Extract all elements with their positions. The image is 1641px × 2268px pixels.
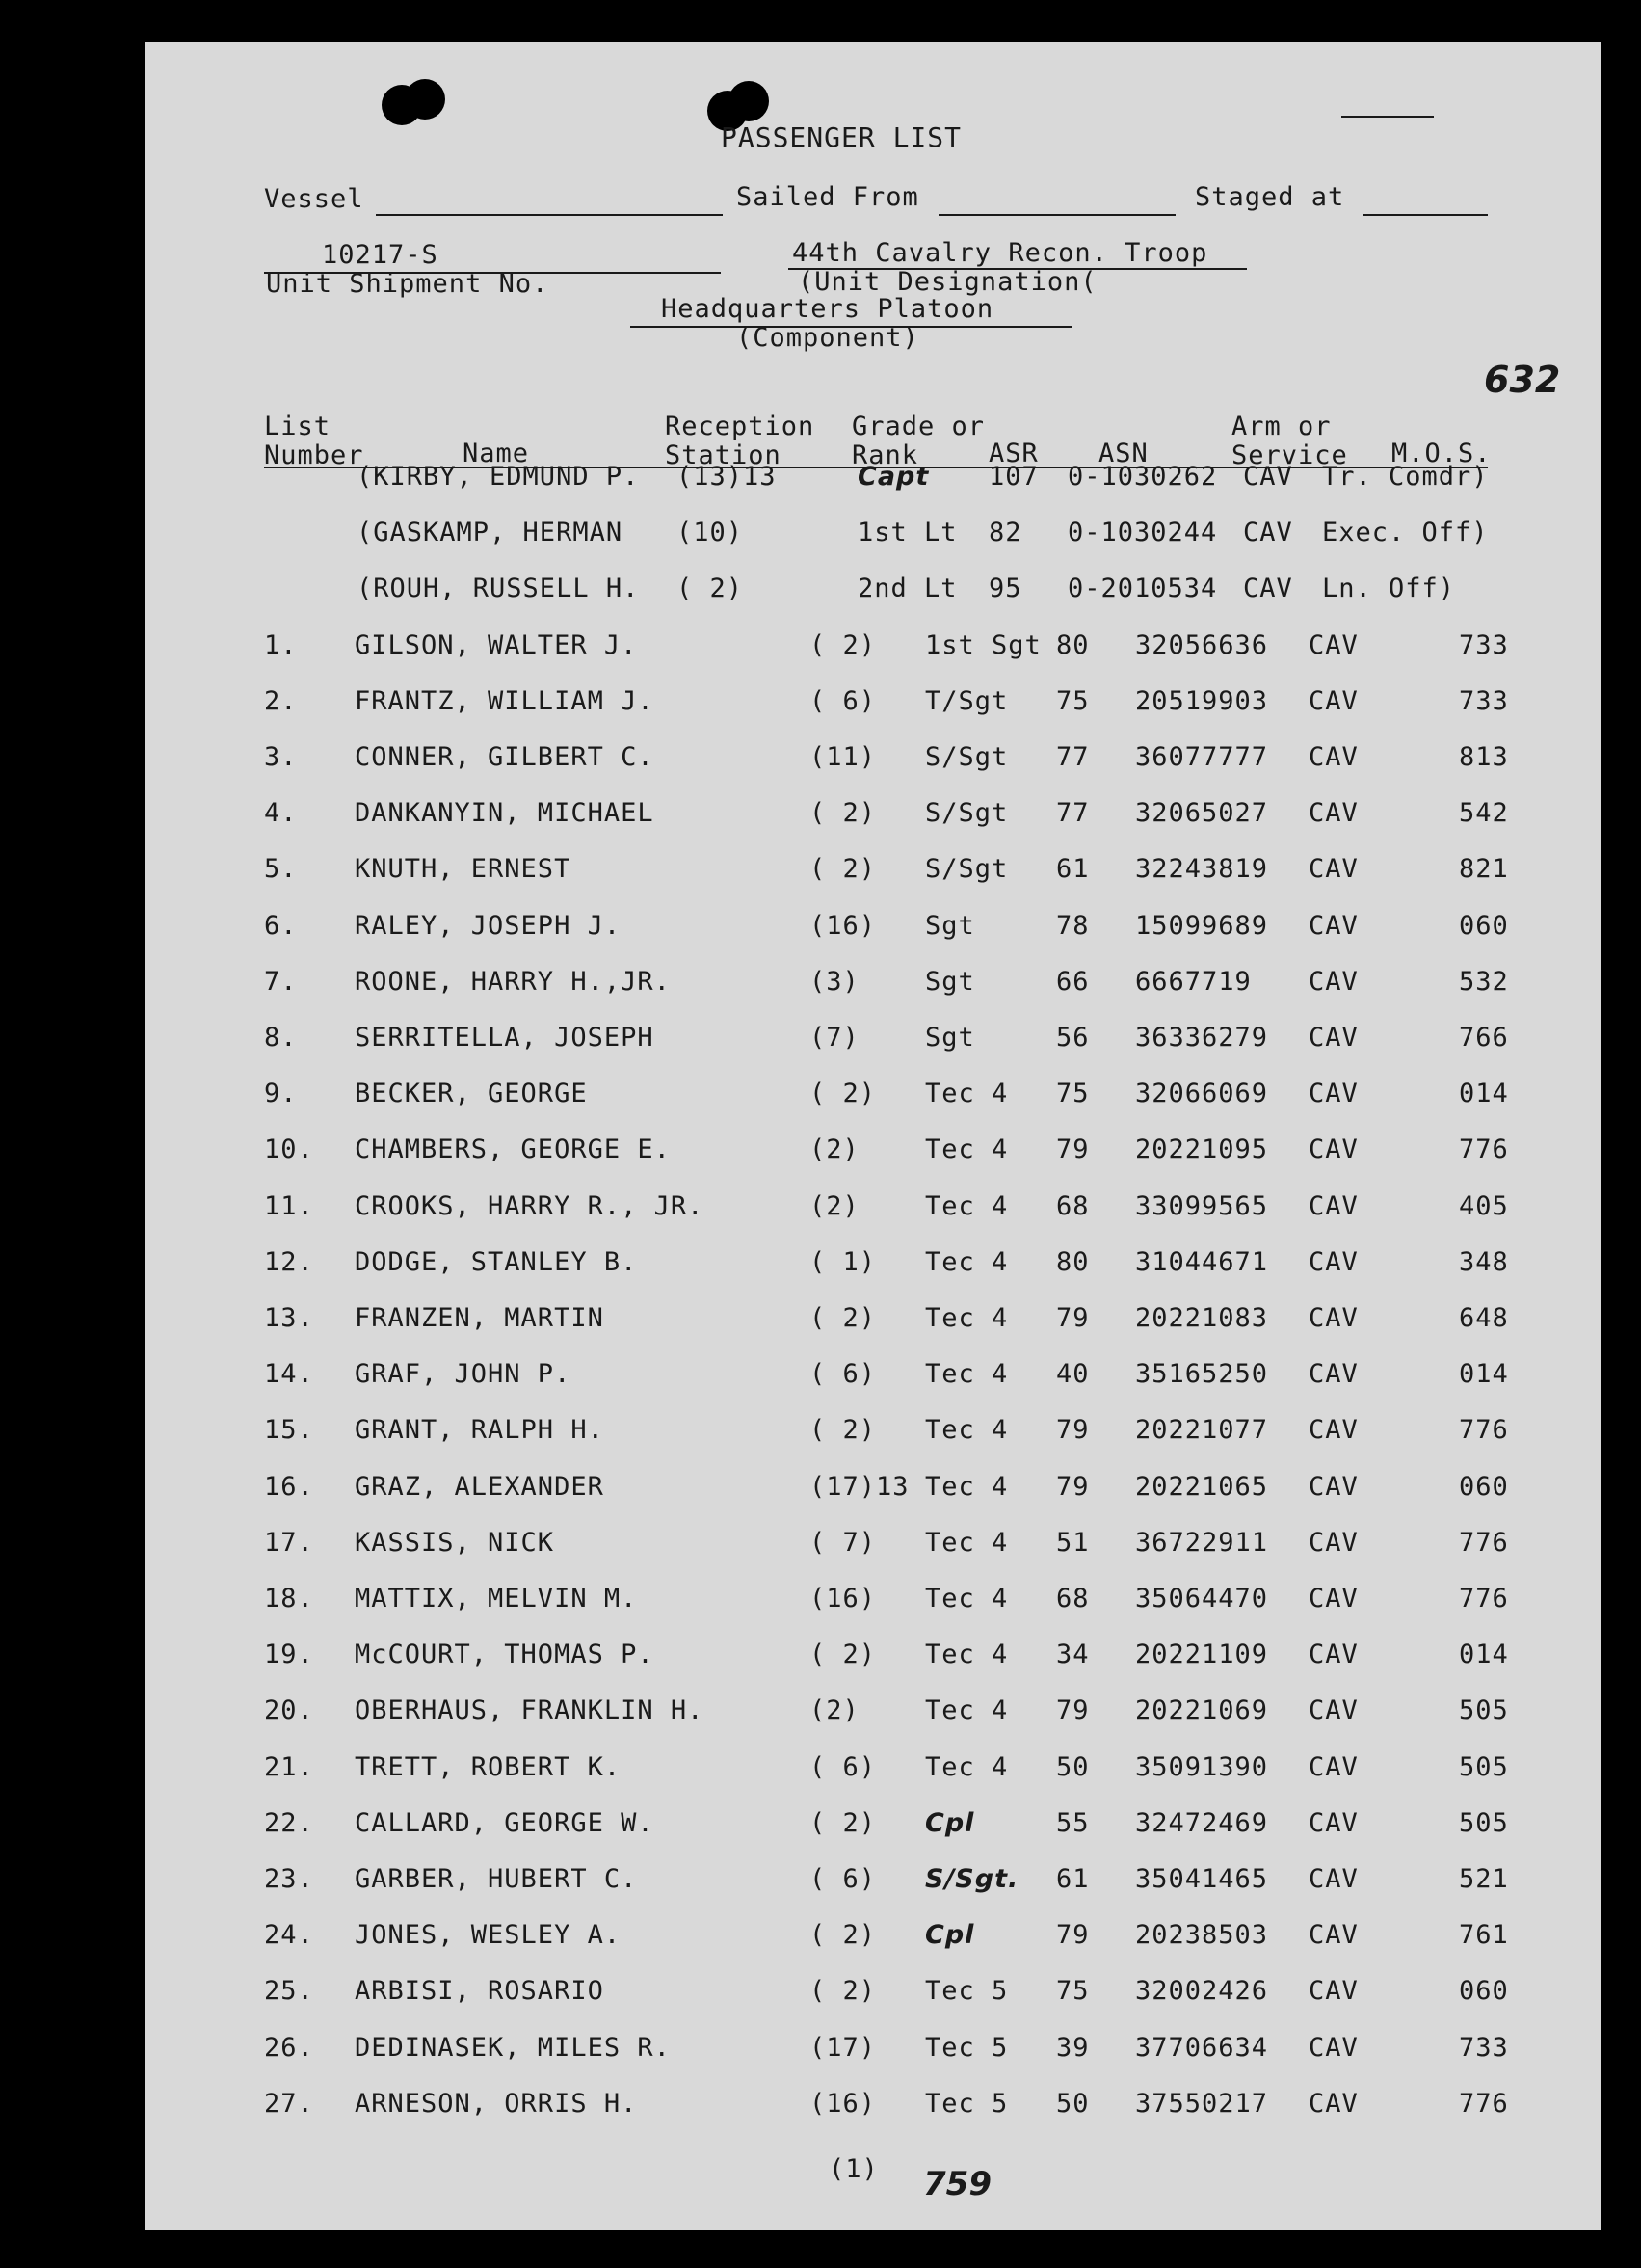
- document-page: [145, 42, 1601, 2230]
- officer-asn: 0-1030262: [1068, 462, 1218, 492]
- row-asn: 35041465: [1135, 1864, 1269, 1894]
- row-name: CONNER, GILBERT C.: [355, 742, 654, 772]
- row-station: (17)13: [809, 1471, 910, 1502]
- corner-mark: [1341, 116, 1434, 118]
- row-arm: CAV: [1309, 1695, 1359, 1726]
- page-title: PASSENGER LIST: [721, 121, 963, 153]
- col-asn: ASN: [1098, 439, 1149, 468]
- row-station: (16): [809, 910, 877, 941]
- row-asn: 20221083: [1135, 1303, 1269, 1333]
- officer-duty: Ln. Off): [1322, 574, 1456, 604]
- row-mos: 821: [1459, 854, 1509, 885]
- row-name: GRAF, JOHN P.: [355, 1359, 571, 1390]
- row-arm: CAV: [1309, 1134, 1359, 1165]
- row-rank: Tec 4: [925, 1415, 1009, 1446]
- row-asn: 31044671: [1135, 1246, 1269, 1277]
- row-arm: CAV: [1309, 798, 1359, 829]
- shipment-label: Unit Shipment No.: [266, 269, 549, 299]
- row-number: 2.: [264, 685, 298, 716]
- row-asr: 61: [1056, 1864, 1090, 1894]
- row-name: CROOKS, HARRY R., JR.: [355, 1190, 704, 1221]
- row-name: KASSIS, NICK: [355, 1527, 555, 1558]
- row-rank: Tec 4: [925, 1303, 1009, 1333]
- row-asr: 79: [1056, 1415, 1090, 1446]
- row-asn: 32066069: [1135, 1079, 1269, 1109]
- staged-at-label: Staged at: [1195, 182, 1345, 212]
- row-number: 7.: [264, 966, 298, 997]
- row-station: ( 2): [809, 629, 877, 660]
- row-asr: 79: [1056, 1695, 1090, 1726]
- row-name: BECKER, GEORGE: [355, 1079, 588, 1109]
- officer-asr: 107: [989, 462, 1039, 492]
- row-arm: CAV: [1309, 1303, 1359, 1333]
- row-asn: 20221077: [1135, 1415, 1269, 1446]
- col-mos: M.O.S.: [1391, 439, 1492, 468]
- row-arm: CAV: [1309, 742, 1359, 772]
- row-arm: CAV: [1309, 966, 1359, 997]
- row-name: ARNESON, ORRIS H.: [355, 2088, 638, 2119]
- row-asr: 39: [1056, 2032, 1090, 2063]
- row-rank: 1st Sgt: [925, 629, 1042, 660]
- row-asr: 75: [1056, 1079, 1090, 1109]
- staged-at-line: [1363, 214, 1488, 216]
- row-number: 9.: [264, 1079, 298, 1109]
- row-station: (16): [809, 2088, 877, 2119]
- row-station: ( 2): [809, 1415, 877, 1446]
- row-station: (17): [809, 2032, 877, 2063]
- row-asr: 68: [1056, 1584, 1090, 1614]
- row-rank: S/Sgt.: [925, 1864, 1019, 1894]
- row-station: (16): [809, 1584, 877, 1614]
- row-station: (7): [809, 1023, 860, 1053]
- row-rank: Tec 4: [925, 1640, 1009, 1670]
- officer-duty: Tr. Comdr): [1322, 462, 1489, 492]
- row-arm: CAV: [1309, 1976, 1359, 2007]
- row-asr: 77: [1056, 798, 1090, 829]
- row-number: 20.: [264, 1695, 314, 1726]
- row-name: OBERHAUS, FRANKLIN H.: [355, 1695, 704, 1726]
- row-asr: 56: [1056, 1023, 1090, 1053]
- row-asr: 75: [1056, 1976, 1090, 2007]
- row-station: ( 7): [809, 1527, 877, 1558]
- row-mos: 505: [1459, 1807, 1509, 1838]
- row-station: (2): [809, 1190, 860, 1221]
- row-number: 6.: [264, 910, 298, 941]
- row-station: ( 1): [809, 1246, 877, 1277]
- footer-handwritten: 759: [923, 2165, 992, 2203]
- row-name: DANKANYIN, MICHAEL: [355, 798, 654, 829]
- row-name: KNUTH, ERNEST: [355, 854, 571, 885]
- row-asr: 34: [1056, 1640, 1090, 1670]
- row-rank: S/Sgt: [925, 742, 1009, 772]
- row-arm: CAV: [1309, 1023, 1359, 1053]
- row-station: ( 2): [809, 1976, 877, 2007]
- row-asn: 32065027: [1135, 798, 1269, 829]
- row-rank: Tec 5: [925, 2032, 1009, 2063]
- officer-station: (10): [676, 518, 744, 548]
- officer-asn: 0-1030244: [1068, 518, 1218, 548]
- row-asr: 66: [1056, 966, 1090, 997]
- row-mos: 405: [1459, 1190, 1509, 1221]
- row-asn: 36077777: [1135, 742, 1269, 772]
- row-name: FRANZEN, MARTIN: [355, 1303, 604, 1333]
- punch-hole-right-2: [728, 81, 769, 121]
- row-asr: 79: [1056, 1303, 1090, 1333]
- row-asn: 20221069: [1135, 1695, 1269, 1726]
- row-station: (2): [809, 1134, 860, 1165]
- row-rank: S/Sgt: [925, 798, 1009, 829]
- row-mos: 776: [1459, 1584, 1509, 1614]
- row-station: ( 6): [809, 685, 877, 716]
- row-mos: 521: [1459, 1864, 1509, 1894]
- row-rank: Tec 4: [925, 1246, 1009, 1277]
- row-number: 18.: [264, 1584, 314, 1614]
- row-mos: 014: [1459, 1079, 1509, 1109]
- row-station: ( 2): [809, 1303, 877, 1333]
- footer-page: (1): [829, 2154, 879, 2184]
- row-name: CALLARD, GEORGE W.: [355, 1807, 654, 1838]
- officer-asn: 0-2010534: [1068, 574, 1218, 604]
- row-number: 13.: [264, 1303, 314, 1333]
- row-mos: 505: [1459, 1695, 1509, 1726]
- row-arm: CAV: [1309, 910, 1359, 941]
- officer-asr: 82: [989, 518, 1022, 548]
- row-rank: Sgt: [925, 966, 975, 997]
- row-asr: 55: [1056, 1807, 1090, 1838]
- unit-designation-label: (Unit Designation(: [798, 267, 1098, 297]
- col-list-number: List Number: [264, 412, 364, 470]
- row-asr: 80: [1056, 1246, 1090, 1277]
- component: Headquarters Platoon: [661, 294, 994, 324]
- row-asr: 78: [1056, 910, 1090, 941]
- row-asr: 50: [1056, 1751, 1090, 1782]
- row-mos: 776: [1459, 1527, 1509, 1558]
- row-arm: CAV: [1309, 1359, 1359, 1390]
- row-station: (3): [809, 966, 860, 997]
- row-arm: CAV: [1309, 685, 1359, 716]
- row-asn: 35091390: [1135, 1751, 1269, 1782]
- row-number: 8.: [264, 1023, 298, 1053]
- row-number: 19.: [264, 1640, 314, 1670]
- row-number: 27.: [264, 2088, 314, 2119]
- row-arm: CAV: [1309, 1640, 1359, 1670]
- row-station: (11): [809, 742, 877, 772]
- row-arm: CAV: [1309, 1807, 1359, 1838]
- row-asr: 51: [1056, 1527, 1090, 1558]
- row-number: 17.: [264, 1527, 314, 1558]
- col-arm-service: Arm or Service: [1231, 412, 1348, 470]
- row-number: 10.: [264, 1134, 314, 1165]
- row-name: DEDINASEK, MILES R.: [355, 2032, 671, 2063]
- row-arm: CAV: [1309, 1471, 1359, 1502]
- col-grade-rank: Grade or Rank: [852, 412, 986, 470]
- row-mos: 813: [1459, 742, 1509, 772]
- row-name: GRANT, RALPH H.: [355, 1415, 604, 1446]
- row-arm: CAV: [1309, 2032, 1359, 2063]
- row-asr: 61: [1056, 854, 1090, 885]
- row-name: ROONE, HARRY H.,JR.: [355, 966, 671, 997]
- row-name: GILSON, WALTER J.: [355, 629, 638, 660]
- row-mos: 060: [1459, 1976, 1509, 2007]
- row-rank: Tec 4: [925, 1359, 1009, 1390]
- row-rank: Tec 5: [925, 1976, 1009, 2007]
- row-name: RALEY, JOSEPH J.: [355, 910, 622, 941]
- row-number: 11.: [264, 1190, 314, 1221]
- row-mos: 733: [1459, 685, 1509, 716]
- sailed-from-label: Sailed From: [736, 182, 919, 212]
- unit-designation: 44th Cavalry Recon. Troop: [792, 238, 1208, 268]
- row-rank: Tec 4: [925, 1751, 1009, 1782]
- row-asn: 6667719: [1135, 966, 1252, 997]
- officer-station: ( 2): [676, 574, 744, 604]
- row-arm: CAV: [1309, 629, 1359, 660]
- row-station: ( 2): [809, 854, 877, 885]
- vessel-label: Vessel: [264, 184, 364, 214]
- col-asr: ASR: [989, 439, 1039, 468]
- row-asr: 40: [1056, 1359, 1090, 1390]
- row-name: CHAMBERS, GEORGE E.: [355, 1134, 671, 1165]
- row-asr: 75: [1056, 685, 1090, 716]
- row-rank: Sgt: [925, 910, 975, 941]
- row-number: 4.: [264, 798, 298, 829]
- row-mos: 766: [1459, 1023, 1509, 1053]
- sailed-from-line: [939, 214, 1176, 216]
- row-arm: CAV: [1309, 1190, 1359, 1221]
- vessel-line: [376, 214, 723, 216]
- row-name: McCOURT, THOMAS P.: [355, 1640, 654, 1670]
- row-asn: 32002426: [1135, 1976, 1269, 2007]
- row-rank: Tec 4: [925, 1527, 1009, 1558]
- officer-rank: 2nd Lt: [858, 574, 958, 604]
- row-number: 15.: [264, 1415, 314, 1446]
- row-arm: CAV: [1309, 1246, 1359, 1277]
- row-number: 25.: [264, 1976, 314, 2007]
- officer-asr: 95: [989, 574, 1022, 604]
- row-asn: 32056636: [1135, 629, 1269, 660]
- row-name: GARBER, HUBERT C.: [355, 1864, 638, 1894]
- row-station: ( 2): [809, 1920, 877, 1951]
- row-mos: 648: [1459, 1303, 1509, 1333]
- row-name: GRAZ, ALEXANDER: [355, 1471, 604, 1502]
- row-mos: 776: [1459, 1415, 1509, 1446]
- officer-arm: CAV: [1243, 462, 1293, 492]
- row-name: JONES, WESLEY A.: [355, 1920, 622, 1951]
- row-number: 21.: [264, 1751, 314, 1782]
- officer-name: (ROUH, RUSSELL H.: [357, 574, 640, 604]
- row-station: ( 6): [809, 1359, 877, 1390]
- col-reception-station: Reception Station: [665, 412, 815, 470]
- row-asr: 68: [1056, 1190, 1090, 1221]
- row-mos: 060: [1459, 1471, 1509, 1502]
- row-number: 12.: [264, 1246, 314, 1277]
- row-station: ( 6): [809, 1864, 877, 1894]
- row-rank: Tec 5: [925, 2088, 1009, 2119]
- officer-station: (13)13: [676, 462, 777, 492]
- row-rank: Tec 4: [925, 1079, 1009, 1109]
- row-arm: CAV: [1309, 1751, 1359, 1782]
- row-rank: Cpl: [925, 1807, 975, 1838]
- row-name: MATTIX, MELVIN M.: [355, 1584, 638, 1614]
- row-number: 5.: [264, 854, 298, 885]
- row-mos: 776: [1459, 2088, 1509, 2119]
- row-asr: 77: [1056, 742, 1090, 772]
- row-asn: 37706634: [1135, 2032, 1269, 2063]
- row-asr: 79: [1056, 1134, 1090, 1165]
- row-number: 26.: [264, 2032, 314, 2063]
- punch-hole-left-2: [405, 79, 445, 120]
- row-asn: 20519903: [1135, 685, 1269, 716]
- row-arm: CAV: [1309, 2088, 1359, 2119]
- row-rank: Tec 4: [925, 1471, 1009, 1502]
- row-mos: 733: [1459, 629, 1509, 660]
- component-label: (Component): [736, 323, 919, 353]
- row-mos: 542: [1459, 798, 1509, 829]
- row-mos: 532: [1459, 966, 1509, 997]
- row-name: ARBISI, ROSARIO: [355, 1976, 604, 2007]
- row-asn: 32472469: [1135, 1807, 1269, 1838]
- row-arm: CAV: [1309, 1584, 1359, 1614]
- row-rank: T/Sgt: [925, 685, 1009, 716]
- row-asr: 50: [1056, 2088, 1090, 2119]
- row-arm: CAV: [1309, 1864, 1359, 1894]
- row-mos: 014: [1459, 1640, 1509, 1670]
- row-rank: Tec 4: [925, 1695, 1009, 1726]
- row-asr: 79: [1056, 1920, 1090, 1951]
- officer-duty: Exec. Off): [1322, 518, 1489, 548]
- row-asn: 32243819: [1135, 854, 1269, 885]
- row-station: ( 2): [809, 1079, 877, 1109]
- row-name: TRETT, ROBERT K.: [355, 1751, 622, 1782]
- row-asn: 37550217: [1135, 2088, 1269, 2119]
- row-mos: 761: [1459, 1920, 1509, 1951]
- shipment-number: 10217-S: [322, 240, 438, 270]
- row-mos: 014: [1459, 1359, 1509, 1390]
- row-mos: 505: [1459, 1751, 1509, 1782]
- handwritten-page-number: 632: [1484, 359, 1561, 401]
- row-asn: 20221109: [1135, 1640, 1269, 1670]
- row-asn: 20221095: [1135, 1134, 1269, 1165]
- row-mos: 348: [1459, 1246, 1509, 1277]
- row-station: ( 2): [809, 1640, 877, 1670]
- row-arm: CAV: [1309, 1415, 1359, 1446]
- officer-rank: Capt: [858, 462, 930, 492]
- officer-name: (KIRBY, EDMUND P.: [357, 462, 640, 492]
- row-name: SERRITELLA, JOSEPH: [355, 1023, 654, 1053]
- row-mos: 060: [1459, 910, 1509, 941]
- row-asn: 36722911: [1135, 1527, 1269, 1558]
- row-number: 1.: [264, 629, 298, 660]
- row-mos: 776: [1459, 1134, 1509, 1165]
- row-asn: 20221065: [1135, 1471, 1269, 1502]
- row-station: (2): [809, 1695, 860, 1726]
- row-mos: 733: [1459, 2032, 1509, 2063]
- row-rank: Cpl: [925, 1920, 975, 1951]
- row-asn: 35165250: [1135, 1359, 1269, 1390]
- row-station: ( 2): [809, 1807, 877, 1838]
- row-arm: CAV: [1309, 1527, 1359, 1558]
- row-rank: Sgt: [925, 1023, 975, 1053]
- row-station: ( 6): [809, 1751, 877, 1782]
- officer-rank: 1st Lt: [858, 518, 958, 548]
- row-station: ( 2): [809, 798, 877, 829]
- row-arm: CAV: [1309, 854, 1359, 885]
- row-number: 24.: [264, 1920, 314, 1951]
- col-name: Name: [463, 439, 530, 468]
- officer-name: (GASKAMP, HERMAN: [357, 518, 623, 548]
- row-asn: 33099565: [1135, 1190, 1269, 1221]
- row-number: 16.: [264, 1471, 314, 1502]
- row-number: 3.: [264, 742, 298, 772]
- row-rank: Tec 4: [925, 1190, 1009, 1221]
- row-asn: 36336279: [1135, 1023, 1269, 1053]
- row-number: 14.: [264, 1359, 314, 1390]
- officer-arm: CAV: [1243, 574, 1293, 604]
- row-asn: 20238503: [1135, 1920, 1269, 1951]
- row-arm: CAV: [1309, 1920, 1359, 1951]
- row-asr: 80: [1056, 629, 1090, 660]
- row-asn: 35064470: [1135, 1584, 1269, 1614]
- row-name: FRANTZ, WILLIAM J.: [355, 685, 654, 716]
- officer-arm: CAV: [1243, 518, 1293, 548]
- row-asr: 79: [1056, 1471, 1090, 1502]
- row-rank: Tec 4: [925, 1134, 1009, 1165]
- row-rank: S/Sgt: [925, 854, 1009, 885]
- row-arm: CAV: [1309, 1079, 1359, 1109]
- row-number: 22.: [264, 1807, 314, 1838]
- row-name: DODGE, STANLEY B.: [355, 1246, 638, 1277]
- row-asn: 15099689: [1135, 910, 1269, 941]
- row-number: 23.: [264, 1864, 314, 1894]
- row-rank: Tec 4: [925, 1584, 1009, 1614]
